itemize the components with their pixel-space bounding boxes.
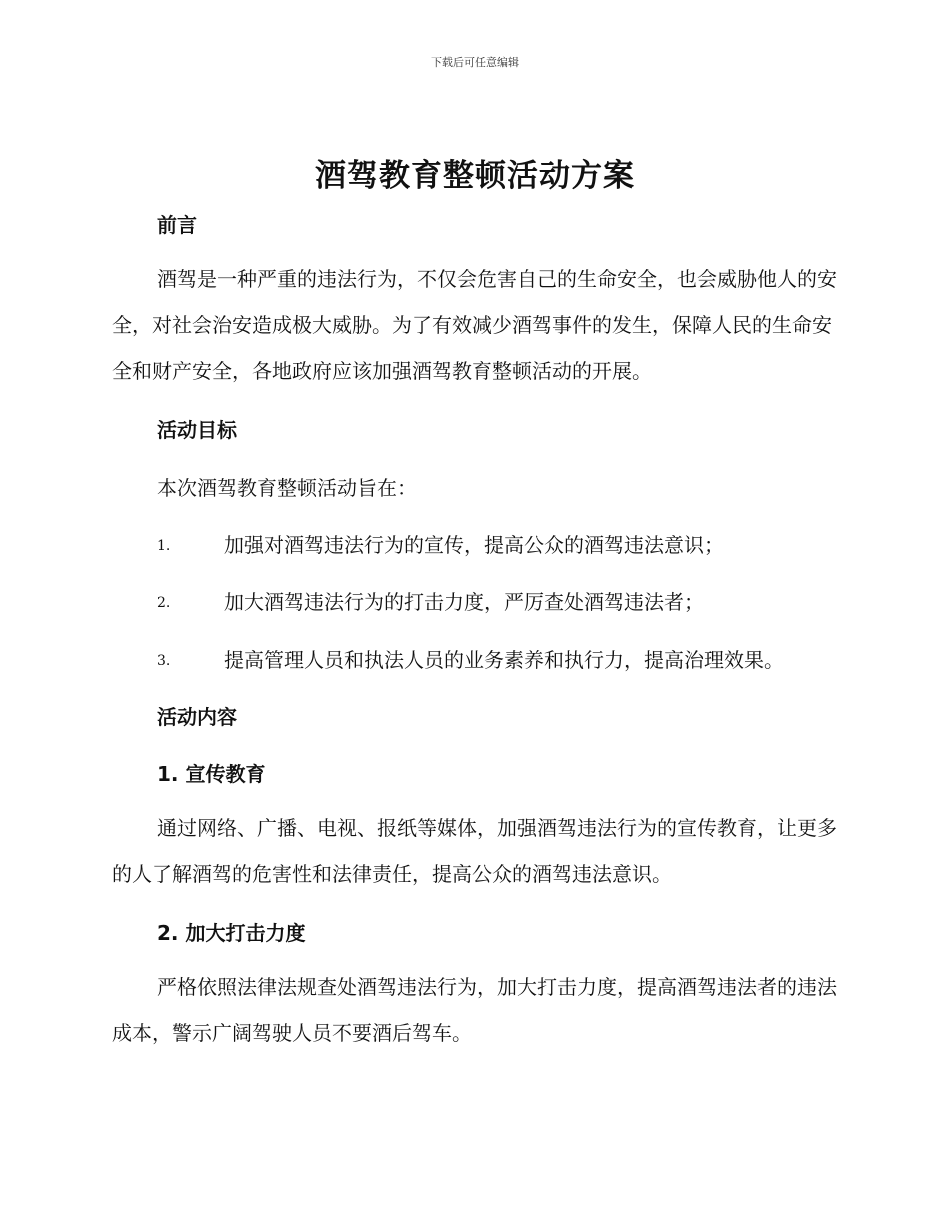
- publicity-paragraph-text: 通过网络、广播、电视、报纸等媒体，加强酒驾违法行为的宣传教育，让更多的人了解酒驾的危害性和法律责任，提高公众的酒驾违法意识。: [112, 816, 837, 886]
- document-title: 酒驾教育整顿活动方案: [315, 158, 635, 194]
- list-item-number: 2.: [157, 595, 171, 611]
- list-item: [157, 644, 857, 673]
- list-item-text: 加强对酒驾违法行为的宣传，提高公众的酒驾违法意识；: [224, 533, 724, 557]
- goals-intro: 本次酒驾教育整顿活动旨在：: [157, 476, 417, 500]
- list-item: [157, 586, 857, 615]
- preface-paragraph-text: 酒驾是一种严重的违法行为，不仅会危害自己的生命安全，也会威胁他人的安全，对社会治安造成极大威胁。为了有效减少酒驾事件的发生，保障人民的生命安全和财产安全，各地政府应该加强酒驾教育整顿活动的开展。: [112, 267, 837, 383]
- section-heading-content: 活动内容: [157, 705, 237, 729]
- subsection-heading-publicity: 1. 宣传教育: [157, 762, 266, 786]
- header-note: 下载后可任意编辑: [431, 56, 519, 69]
- crackdown-paragraph-text: 严格依照法律法规查处酒驾违法行为，加大打击力度，提高酒驾违法者的违法成本，警示广阔驾驶人员不要酒后驾车。: [112, 975, 837, 1045]
- section-heading-goals: 活动目标: [157, 418, 237, 442]
- list-item-text: 提高管理人员和执法人员的业务素养和执行力，提高治理效果。: [224, 648, 784, 672]
- list-item-number: 3.: [157, 653, 171, 669]
- list-item-number: 1.: [157, 538, 171, 554]
- publicity-paragraph: [112, 805, 840, 897]
- preface-paragraph: [112, 256, 840, 394]
- crackdown-paragraph: [112, 964, 840, 1056]
- section-heading-preface: 前言: [157, 213, 197, 237]
- subsection-heading-crackdown: 2. 加大打击力度: [157, 921, 306, 945]
- list-item: [157, 529, 857, 558]
- list-item-text: 加大酒驾违法行为的打击力度，严厉查处酒驾违法者；: [224, 590, 704, 614]
